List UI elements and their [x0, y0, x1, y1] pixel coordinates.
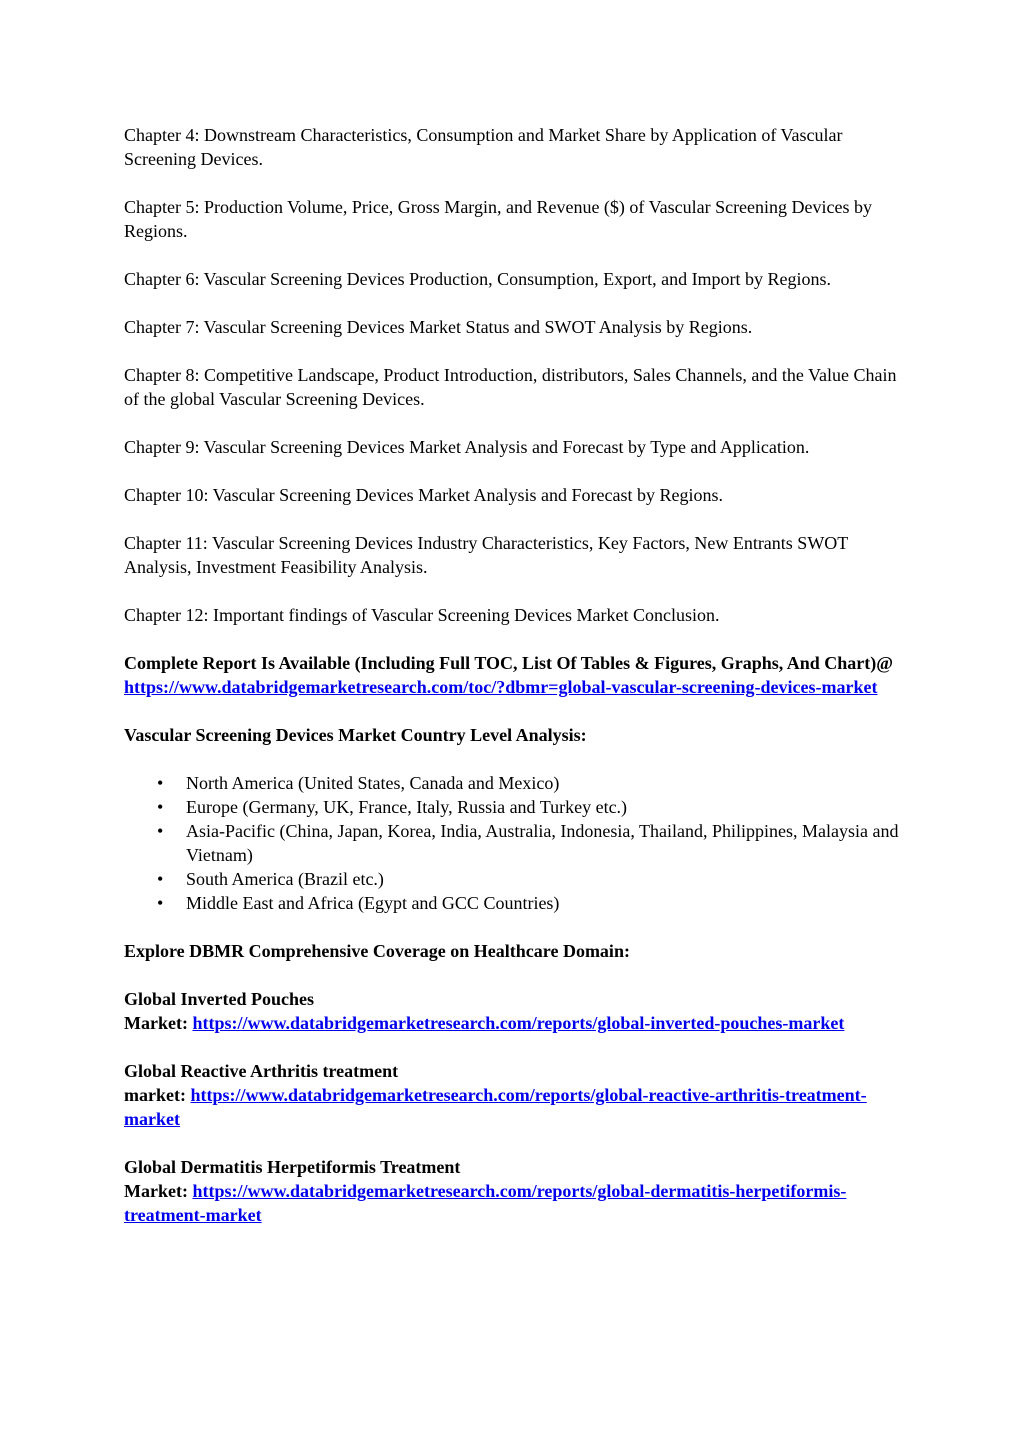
report-link[interactable]: https://www.databridgemarketresearch.com/reports/global-inverted-pouches-market — [192, 1013, 845, 1033]
complete-report-link[interactable]: https://www.databridgemarketresearch.com/toc/?dbmr=global-vascular-screening-devices-market — [124, 677, 878, 697]
chapter-10-paragraph: Chapter 10: Vascular Screening Devices Market Analysis and Forecast by Regions. — [124, 485, 724, 505]
complete-report-text: Complete Report Is Available (Including Full TOC, List Of Tables & Figures, Graphs, And Chart)@ — [124, 653, 894, 673]
report-entry-dermatitis-herpetiformis — [124, 1155, 904, 1227]
report-label: market: — [124, 1085, 186, 1105]
report-title: Global Reactive Arthritis treatment — [124, 1061, 399, 1081]
list-item-text: Middle East and Africa (Egypt and GCC Countries) — [186, 893, 560, 913]
report-title: Global Inverted Pouches — [124, 989, 315, 1009]
chapter-8-paragraph: Chapter 8: Competitive Landscape, Product Introduction, distributors, Sales Channels, and the Value Chain of the global Vascular Screening Devices. — [124, 365, 897, 409]
list-item-text: Europe (Germany, UK, France, Italy, Russia and Turkey etc.) — [186, 797, 628, 817]
report-title: Global Dermatitis Herpetiformis Treatment — [124, 1157, 461, 1177]
list-item — [124, 867, 904, 891]
list-item-text: Asia-Pacific (China, Japan, Korea, India, Australia, Indonesia, Thailand, Philippines, Malaysia and Vietnam) — [186, 821, 899, 865]
list-item — [124, 771, 904, 795]
complete-report-paragraph — [124, 651, 904, 699]
list-item-text: South America (Brazil etc.) — [186, 869, 384, 889]
list-item-text: North America (United States, Canada and Mexico) — [186, 773, 560, 793]
list-item — [124, 891, 904, 915]
bullet-icon: • — [157, 797, 164, 817]
list-item — [124, 795, 904, 819]
bullet-icon: • — [157, 893, 164, 913]
report-label: Market: — [124, 1013, 188, 1033]
country-level-heading: Vascular Screening Devices Market Country Level Analysis: — [124, 725, 587, 745]
document-page — [124, 123, 904, 1251]
report-entry-reactive-arthritis — [124, 1059, 904, 1131]
country-list — [124, 771, 904, 915]
chapter-7-paragraph: Chapter 7: Vascular Screening Devices Market Status and SWOT Analysis by Regions. — [124, 317, 753, 337]
chapter-9-paragraph: Chapter 9: Vascular Screening Devices Market Analysis and Forecast by Type and Application. — [124, 437, 810, 457]
chapter-5-paragraph: Chapter 5: Production Volume, Price, Gross Margin, and Revenue ($) of Vascular Screening Devices by Regions. — [124, 197, 873, 241]
chapter-12-paragraph: Chapter 12: Important findings of Vascular Screening Devices Market Conclusion. — [124, 605, 720, 625]
report-link[interactable]: https://www.databridgemarketresearch.com/reports/global-reactive-arthritis-treatment-market — [124, 1085, 867, 1129]
bullet-icon: • — [157, 773, 164, 793]
explore-heading: Explore DBMR Comprehensive Coverage on Healthcare Domain: — [124, 941, 630, 961]
report-entry-inverted-pouches — [124, 987, 904, 1035]
bullet-icon: • — [157, 869, 164, 889]
chapter-6-paragraph: Chapter 6: Vascular Screening Devices Production, Consumption, Export, and Import by Regions. — [124, 269, 832, 289]
report-link[interactable]: https://www.databridgemarketresearch.com/reports/global-dermatitis-herpetiformis-treatment-market — [124, 1181, 847, 1225]
report-label: Market: — [124, 1181, 188, 1201]
chapter-4-paragraph: Chapter 4: Downstream Characteristics, Consumption and Market Share by Application of Vascular Screening Devices. — [124, 125, 843, 169]
list-item — [124, 819, 904, 867]
chapter-11-paragraph: Chapter 11: Vascular Screening Devices Industry Characteristics, Key Factors, New Entrants SWOT Analysis, Investment Feasibility Analysis. — [124, 533, 848, 577]
bullet-icon: • — [157, 821, 164, 841]
